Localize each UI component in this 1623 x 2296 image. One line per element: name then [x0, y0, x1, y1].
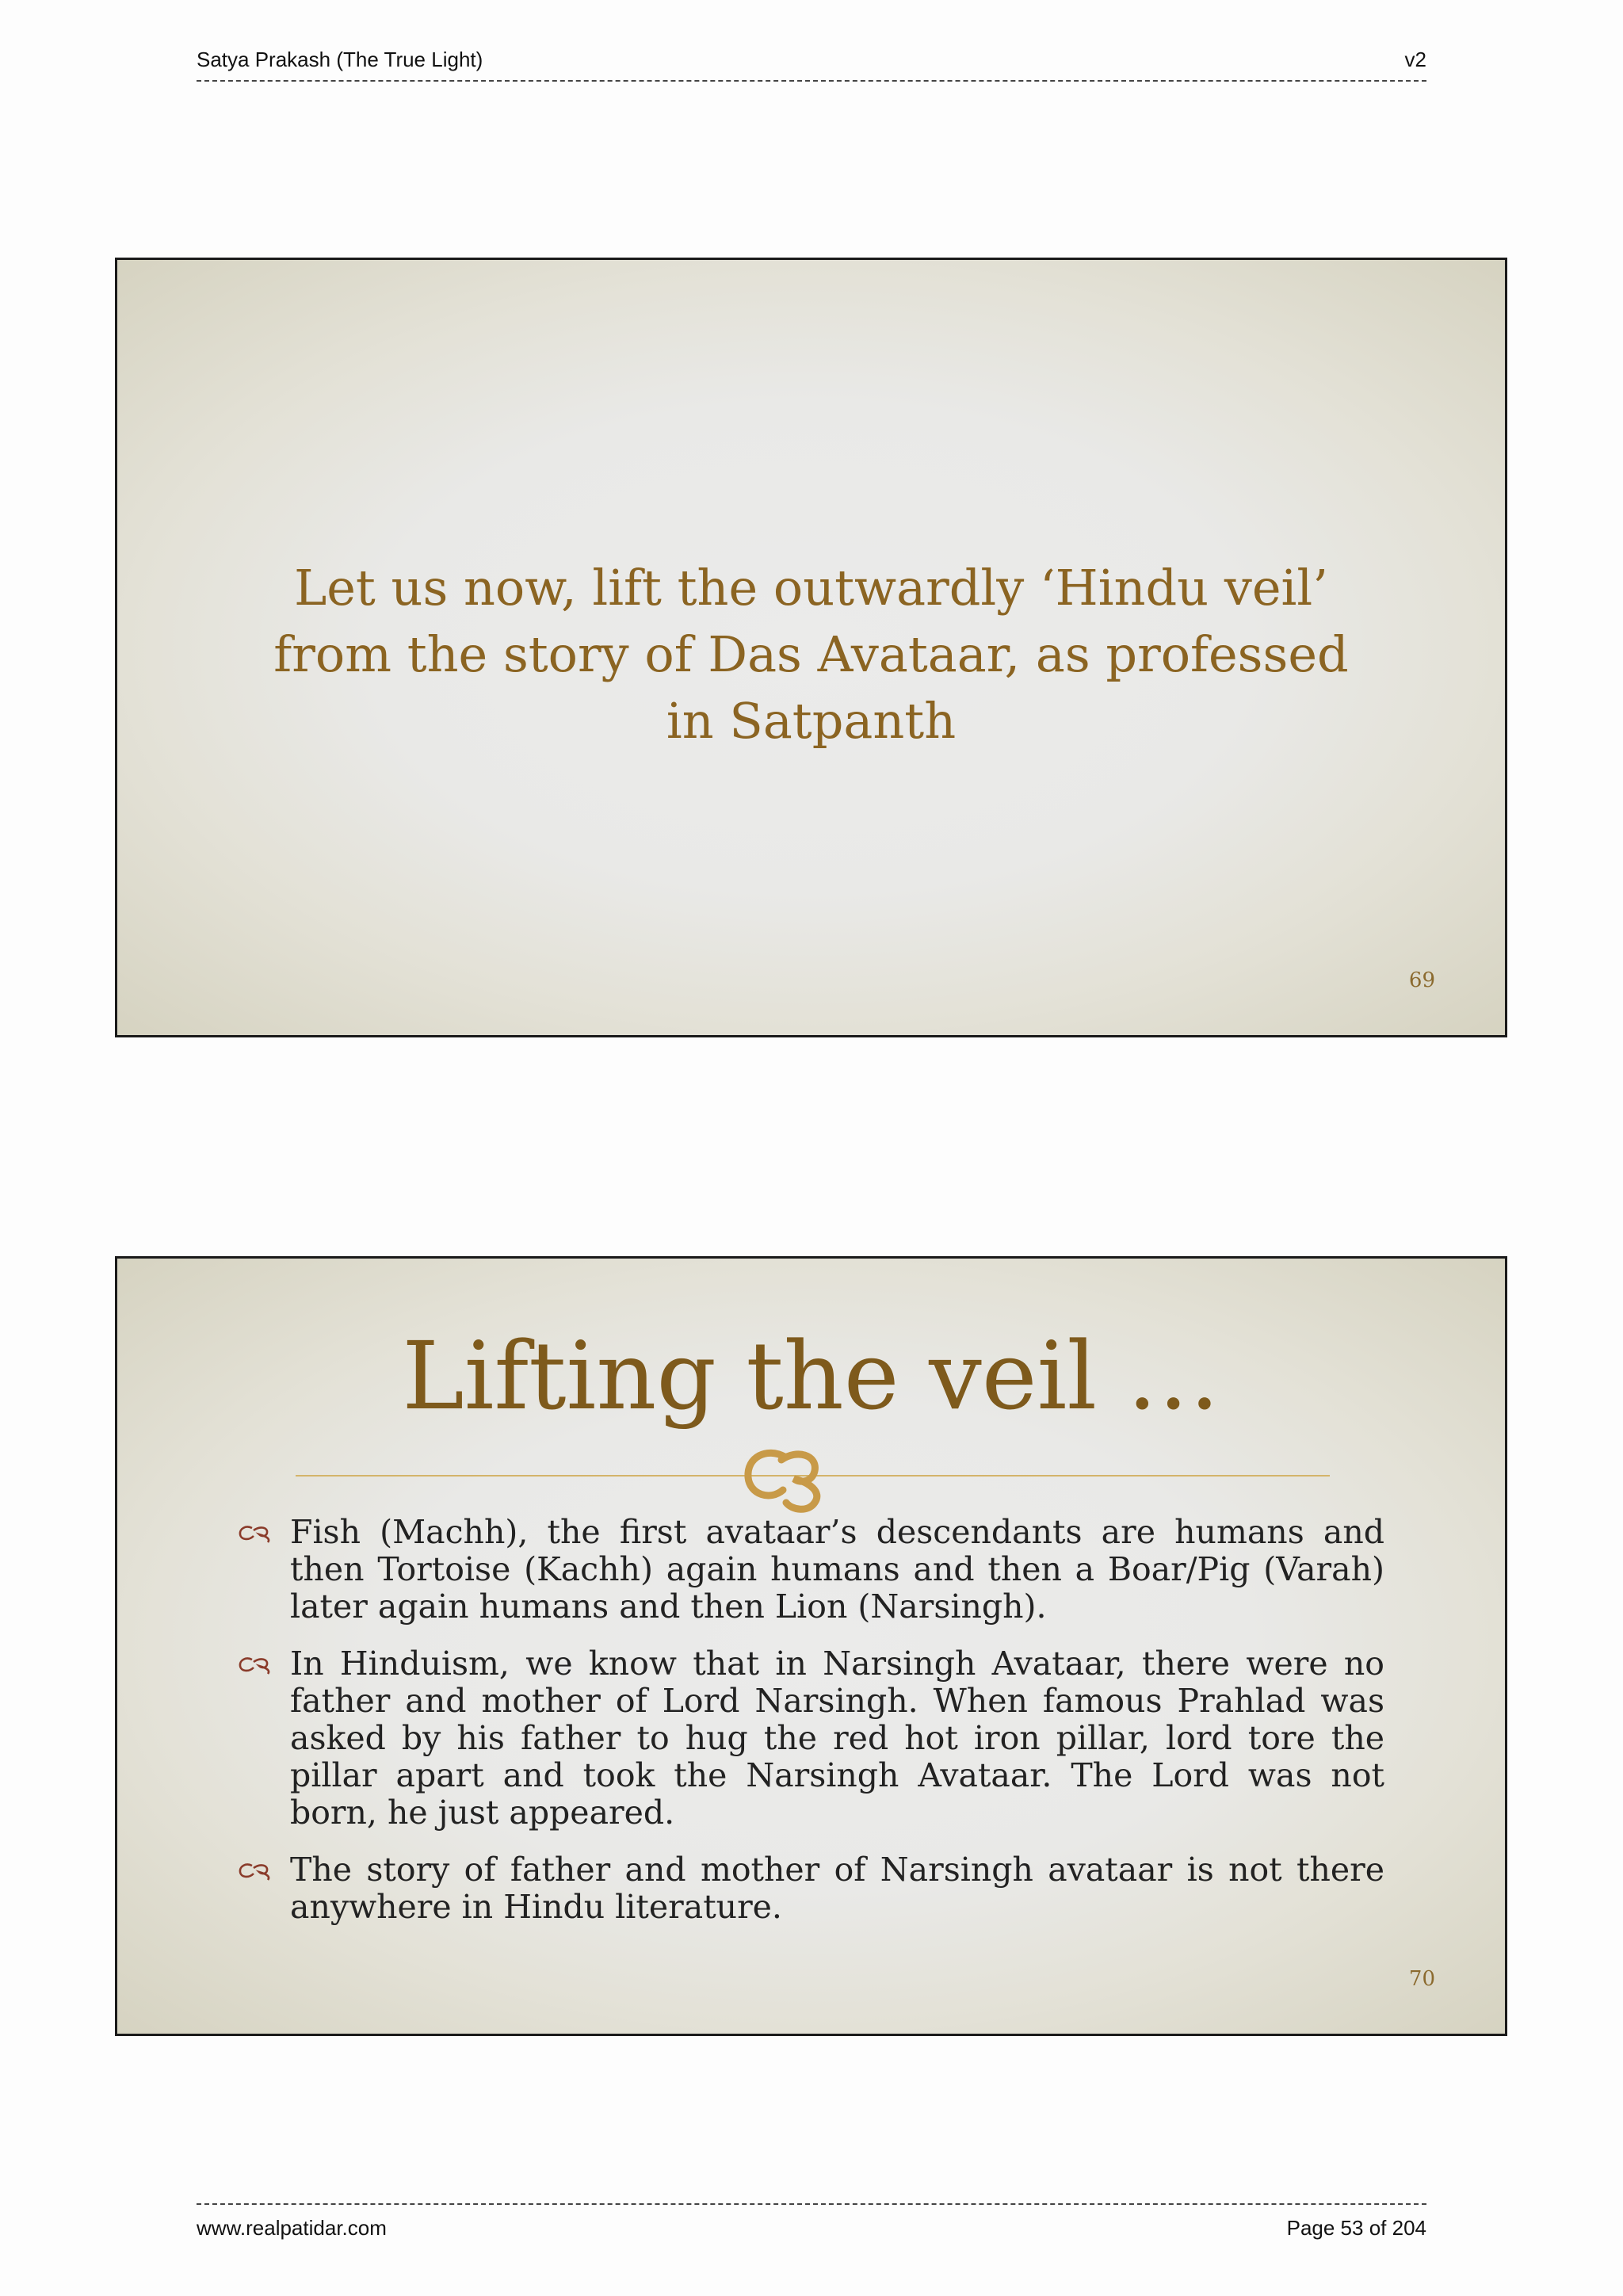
page-indicator: Page 53 of 204: [1286, 2216, 1426, 2240]
version-label: v2: [1404, 48, 1426, 71]
slide-number: 69: [1408, 968, 1435, 992]
footer-divider: [197, 2203, 1426, 2205]
list-item: [236, 1514, 1384, 1626]
slide-title: Lifting the veil …: [402, 1321, 1220, 1431]
list-item: [236, 1645, 1384, 1832]
flourish-ornament-icon: [735, 1442, 838, 1514]
website-link[interactable]: www.realpatidar.com: [197, 2216, 387, 2240]
curl-bullet-icon: [236, 1655, 279, 1675]
list-item: [236, 1851, 1384, 1926]
slide-69: [115, 258, 1507, 1037]
page-footer: [197, 2203, 1426, 2241]
bullet-text: Fish (Machh), the first avataar’s descendants are humans and then Tortoise (Kachh) again humans and then a Boar/Pig (Varah) later again humans and then Lion (Narsingh).: [290, 1513, 1384, 1626]
bullet-text: In Hinduism, we know that in Narsingh Avataar, there were no father and mother of Lord Narsingh. When famous Prahlad was asked by his father to hug the red hot iron pillar, lord tore the pillar apart and took the Narsingh Avataar. The Lord was not born, he just appeared.: [290, 1645, 1384, 1832]
bullet-text: The story of father and mother of Narsingh avataar is not there anywhere in Hindu literature.: [290, 1851, 1384, 1926]
bullet-list: [236, 1514, 1384, 1946]
curl-bullet-icon: [236, 1861, 279, 1881]
header-divider: [197, 80, 1426, 82]
slide-body-text: Let us now, lift the outwardly ‘Hindu veil’ from the story of Das Avataar, as professed in Satpanth: [273, 559, 1349, 750]
curl-bullet-icon: [236, 1523, 279, 1544]
document-title: Satya Prakash (The True Light): [197, 48, 483, 71]
page-header: [197, 48, 1426, 82]
slide-number: 70: [1408, 1967, 1435, 1991]
slide-70: [115, 1256, 1507, 2036]
